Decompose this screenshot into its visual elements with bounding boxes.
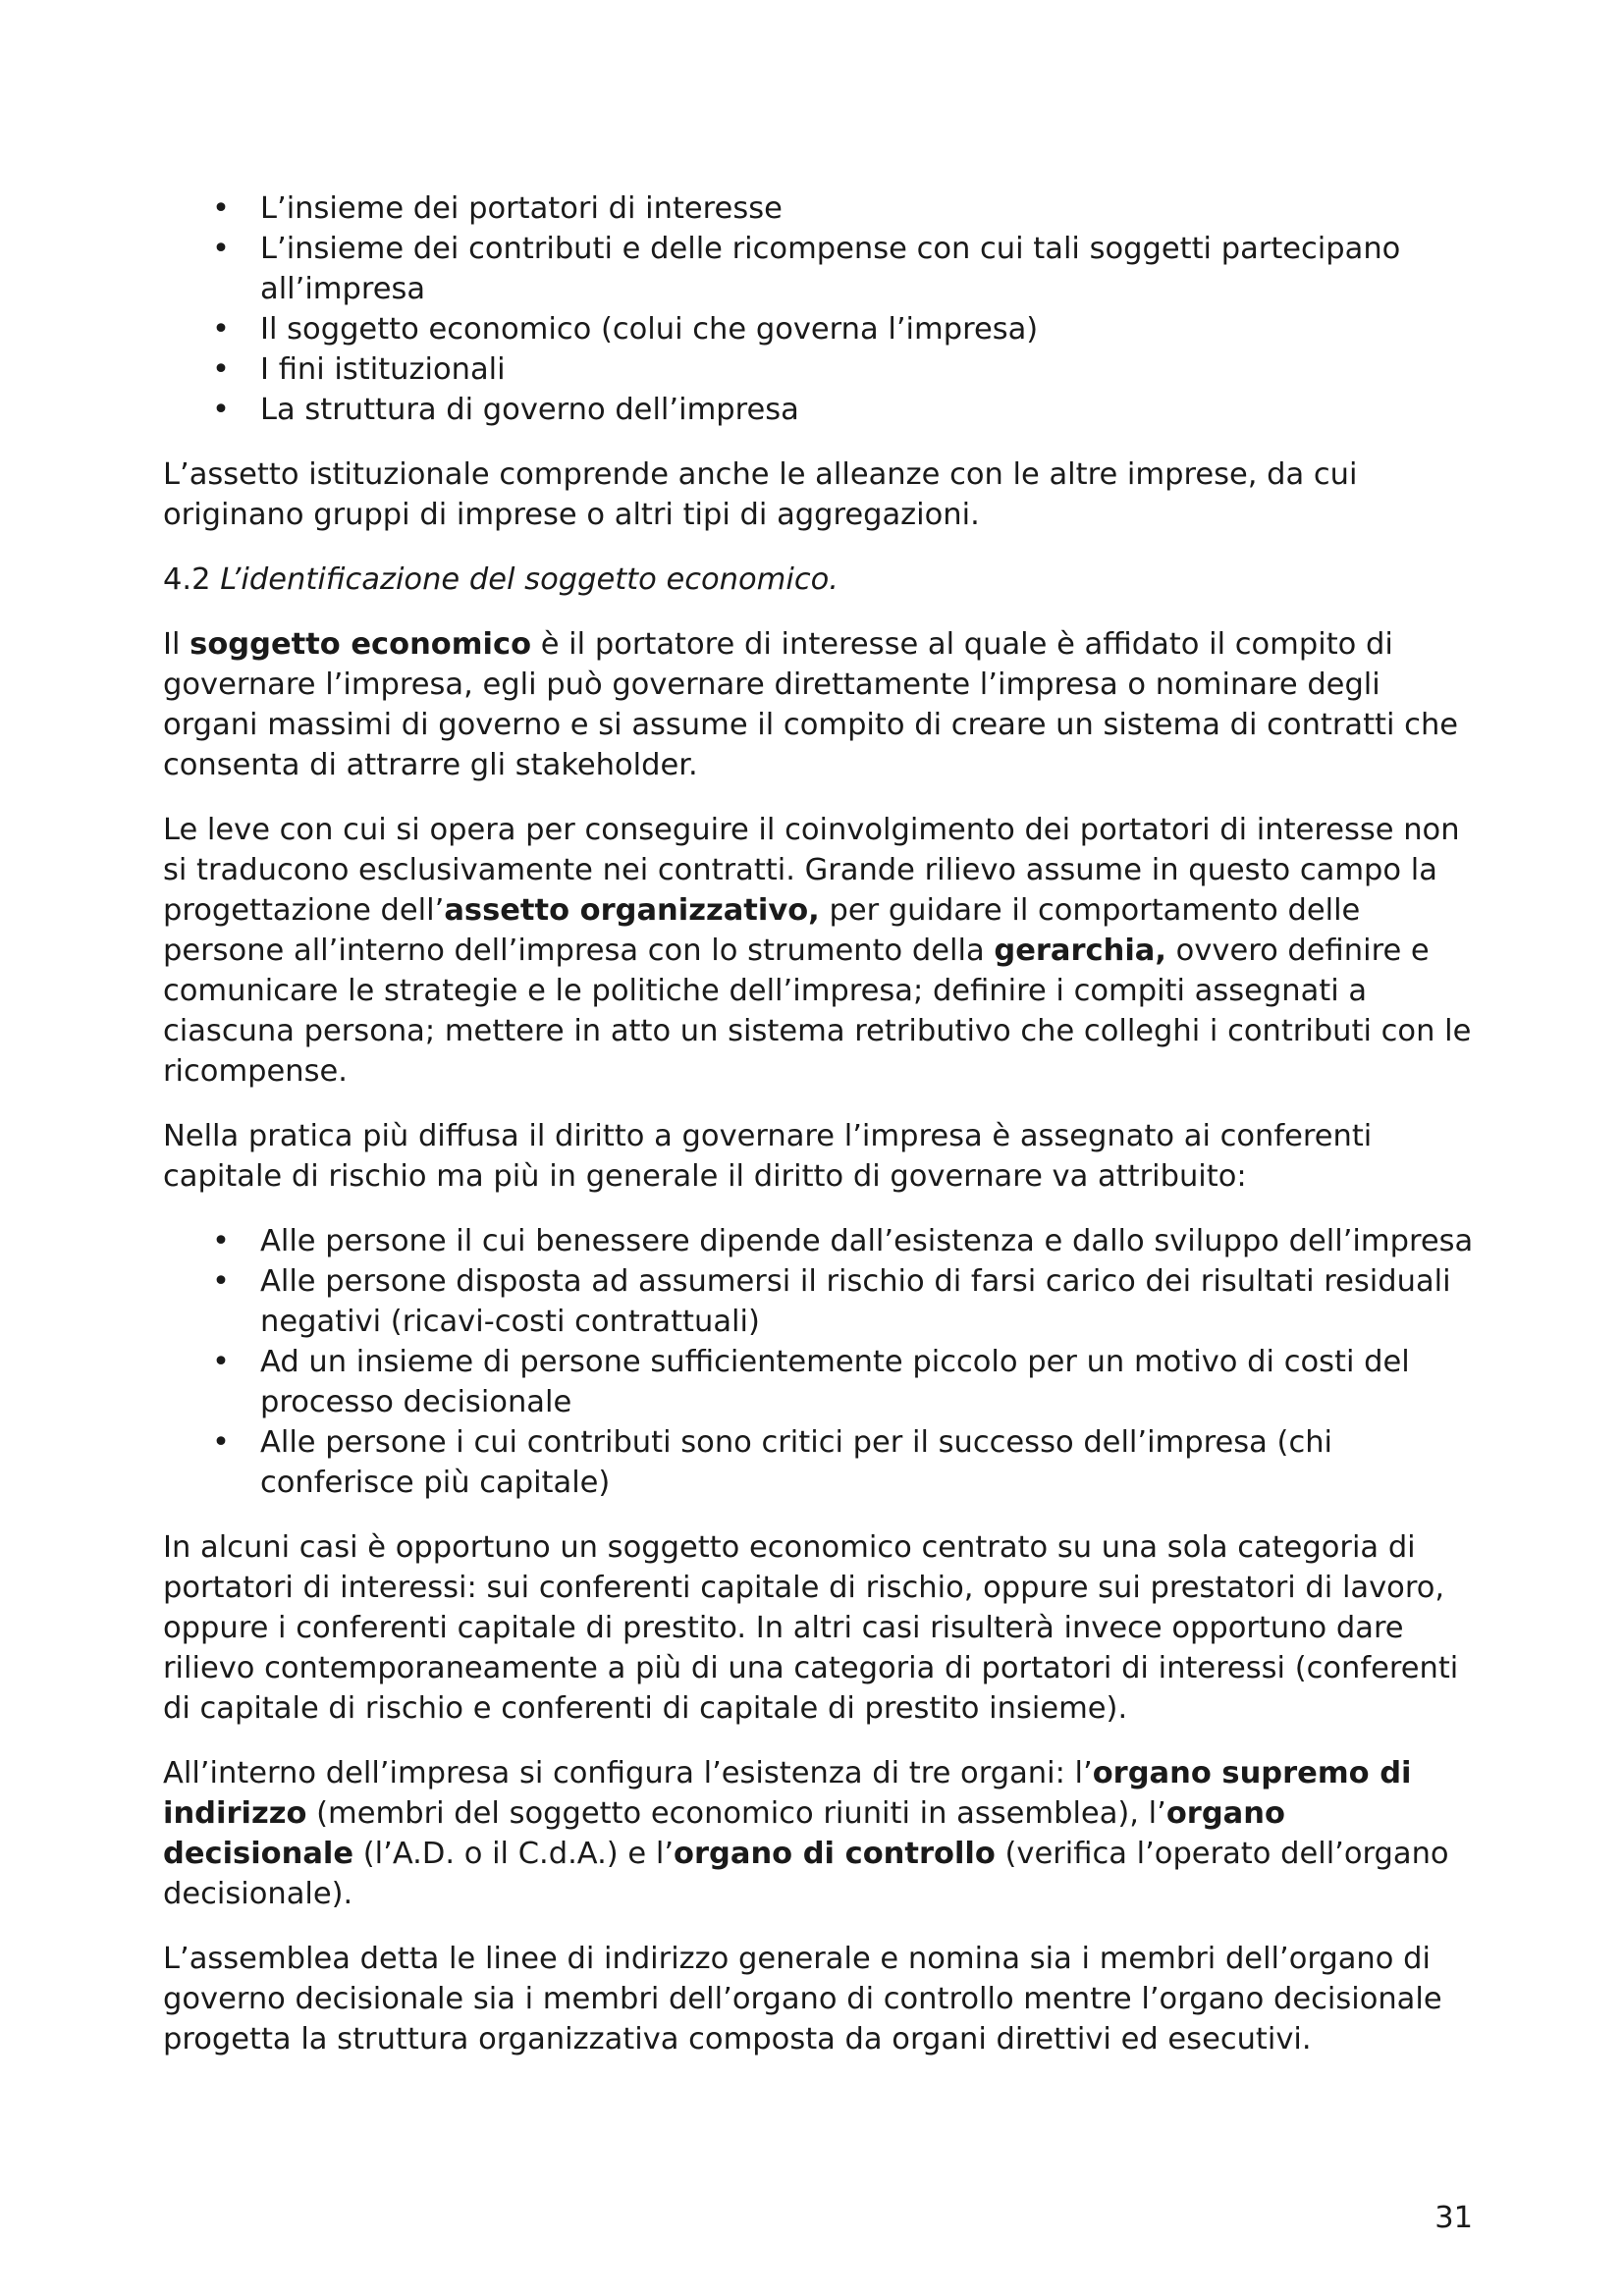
list-item: • La struttura di governo dell’impresa [163, 390, 1479, 430]
section-title: L’identificazione del soggetto economico. [220, 562, 839, 597]
text-run: è il portatore di interesse al quale è affidato il compito di governare l’impresa, egli può governare direttamente l’impresa o nominare degli organi massimi di governo e si assume il compito di creare un sistema di contratti che consenta di attrarre gli stakeholder. [163, 627, 1459, 782]
page-number: 31 [1434, 2201, 1473, 2235]
text-run: (membri del soggetto economico riuniti in assemblea), l’ [306, 1796, 1166, 1831]
paragraph-casi: In alcuni casi è opportuno un soggetto economico centrato su una sola categoria di portatori di interessi: sui conferenti capitale di rischio, oppure sui prestatori di lavoro, oppure i conferenti capitale di prestito. In altri casi risulterà invece opportuno dare rilievo contemporaneamente a più di una categoria di portatori di interessi (conferenti di capitale di rischio e conferenti di capitale di prestito insieme). [163, 1530, 1459, 1726]
list-item: • Alle persone disposta ad assumersi il rischio di farsi carico dei risultati residuali negativi (ricavi-costi contrattuali) [163, 1261, 1479, 1342]
list-item: • Il soggetto economico (colui che governa l’impresa) [163, 309, 1479, 349]
section-number: 4.2 [163, 562, 211, 597]
list-item: • I fini istituzionali [163, 349, 1479, 390]
text-run: (verifica l’operato dell’organo decisionale). [163, 1837, 1449, 1911]
bold-term: organo supremo di indirizzo [163, 1756, 1412, 1831]
text-run: Le leve con cui si opera per conseguire il coinvolgimento dei portatori di interesse non si traducono esclusivamente nei contratti. Grande rilievo assume in questo campo la progettazione dell’ [163, 813, 1460, 928]
paragraph-pratica: Nella pratica più diffusa il diritto a governare l’impresa è assegnato ai conferenti capitale di rischio ma più in generale il diritto di governare va attribuito: [163, 1119, 1373, 1194]
text-run: ovvero definire e comunicare le strategie e le politiche dell’impresa; definire i compiti assegnati a ciascuna persona; mettere in atto un sistema retributivo che colleghi i contributi con le ricompense. [163, 934, 1472, 1089]
bold-term: organo decisionale [163, 1796, 1285, 1871]
text-run: All’interno dell’impresa si configura l’esistenza di tre organi: l’ [163, 1756, 1093, 1790]
list-item: • Alle persone i cui contributi sono critici per il successo dell’impresa (chi conferisce più capitale) [163, 1422, 1479, 1503]
diritto-bullet-list [163, 1221, 1479, 1503]
list-item: • Alle persone il cui benessere dipende dall’esistenza e dallo sviluppo dell’impresa [163, 1221, 1479, 1261]
text-run: (l’A.D. o il C.d.A.) e l’ [353, 1837, 675, 1871]
bold-term: soggetto economico [189, 627, 532, 662]
bold-term: organo di controllo [674, 1837, 996, 1871]
list-item: • L’insieme dei contributi e delle ricompense con cui tali soggetti partecipano all’impresa [163, 229, 1479, 309]
text-run: Il [163, 627, 190, 662]
list-item: • L’insieme dei portatori di interesse [163, 188, 1479, 229]
text-run: per guidare il comportamento delle persone all’interno dell’impresa con lo strumento della [163, 893, 1361, 968]
bold-term: gerarchia, [994, 934, 1166, 968]
bold-term: assetto organizzativo, [444, 893, 820, 928]
paragraph-assetto: L’assetto istituzionale comprende anche le alleanze con le altre imprese, da cui originano gruppi di imprese o altri tipi di aggregazioni. [163, 457, 1358, 532]
paragraph-leve [163, 810, 1479, 1092]
page-content [163, 188, 1479, 2084]
list-item: • Ad un insieme di persone sufficientemente piccolo per un motivo di costi del processo decisionale [163, 1342, 1479, 1422]
paragraph-organi [163, 1753, 1479, 1914]
section-heading [163, 560, 1479, 600]
paragraph-assemblea: L’assemblea detta le linee di indirizzo generale e nomina sia i membri dell’organo di governo decisionale sia i membri dell’organo di controllo mentre l’organo decisionale progetta la struttura organizzativa composta da organi direttivi ed esecutivi. [163, 1942, 1442, 2056]
paragraph-soggetto [163, 624, 1479, 785]
intro-bullet-list [163, 188, 1479, 430]
